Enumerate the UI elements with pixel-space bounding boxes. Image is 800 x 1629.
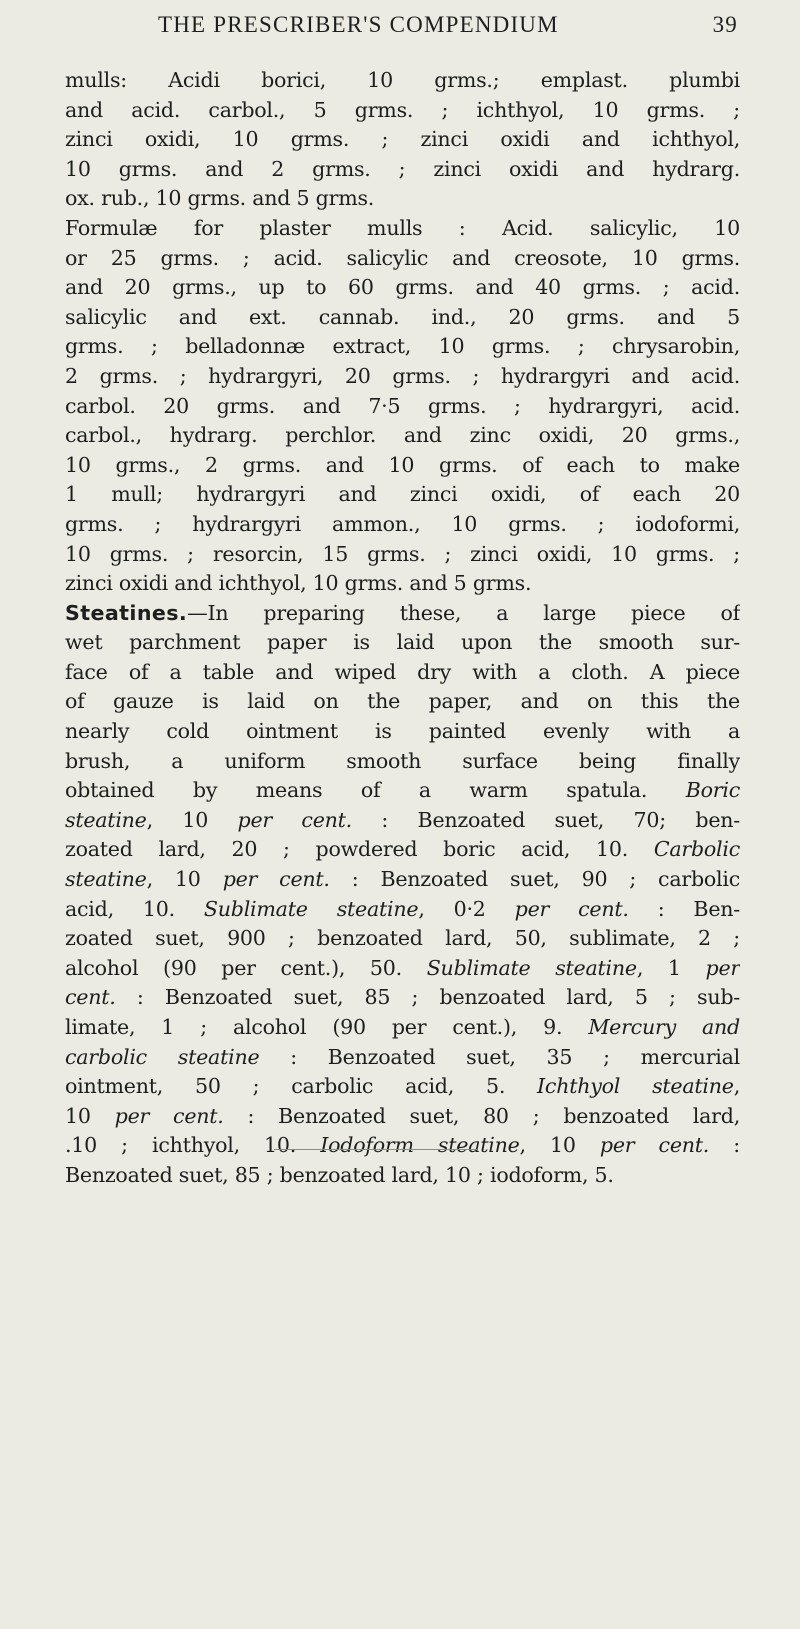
- text-line: [65, 96, 740, 126]
- text-run: : Benzoated suet, 85 ; benzoated lard, 5 ; sub-: [115, 985, 740, 1010]
- text-line: [65, 747, 740, 777]
- italic-term: steatine: [65, 807, 147, 832]
- text-run: —In preparing these, a large piece of: [187, 600, 740, 625]
- text-line: [65, 599, 740, 629]
- text-run: , 10: [146, 867, 223, 892]
- section-heading: Steatines.: [65, 600, 188, 625]
- text-line: [65, 895, 740, 925]
- text-run: acid, 10.: [65, 896, 204, 921]
- text-run: 10 grms. and 2 grms. ; zinci oxidi and hydrarg.: [65, 156, 740, 181]
- italic-term: Carbolic: [653, 837, 740, 862]
- text-run: 10: [65, 1103, 115, 1128]
- text-run: ,: [733, 1074, 740, 1099]
- text-run: 2 grms. ; hydrargyri, 20 grms. ; hydrargyri and acid.: [65, 363, 740, 388]
- text-run: Benzoated suet, 85 ; benzoated lard, 10 ; iodoform, 5.: [65, 1162, 614, 1187]
- text-run: :: [709, 1133, 740, 1158]
- italic-term: per cent.: [514, 896, 629, 921]
- text-run: limate, 1 ; alcohol (90 per cent.), 9.: [65, 1015, 589, 1039]
- text-run: wet parchment paper is laid upon the smooth sur-: [65, 630, 740, 655]
- text-line: [65, 628, 740, 658]
- text-run: zoated suet, 900 ; benzoated lard, 50, sublimate, 2 ;: [65, 926, 740, 951]
- text-run: carbol. 20 grms. and 7·5 grms. ; hydrargyri, acid.: [65, 393, 740, 418]
- text-line: [65, 155, 740, 185]
- text-run: or 25 grms. ; acid. salicylic and creosote, 10 grms.: [65, 245, 740, 270]
- body-text: [65, 66, 740, 1191]
- text-run: 10 grms., 2 grms. and 10 grms. of each to make: [65, 452, 740, 477]
- italic-term: Sublimate steatine: [203, 896, 419, 921]
- text-line: [65, 658, 740, 688]
- text-line: [65, 214, 740, 244]
- text-line: [65, 717, 740, 747]
- text-run: : Benzoated suet, 80 ; benzoated lard,: [223, 1103, 740, 1128]
- page-number: 39: [712, 12, 738, 37]
- page-title: THE PRESCRIBER'S COMPENDIUM: [158, 12, 559, 37]
- text-run: alcohol (90 per cent.), 50.: [65, 955, 427, 980]
- italic-term: Boric: [685, 778, 740, 803]
- text-line: [65, 332, 740, 362]
- text-line: [65, 510, 740, 540]
- text-line: [65, 1013, 740, 1043]
- text-line: [65, 392, 740, 422]
- italic-term: per cent.: [599, 1133, 710, 1158]
- text-line: [65, 806, 740, 836]
- text-line: [65, 125, 740, 155]
- text-run: 1 mull; hydrargyri and zinci oxidi, of each 20: [65, 482, 740, 507]
- text-run: ox. rub., 10 grms. and 5 grms.: [65, 186, 375, 211]
- text-line: [65, 1102, 740, 1132]
- text-run: : Benzoated suet, 35 ; mercurial: [259, 1044, 740, 1069]
- text-run: : Ben-: [628, 896, 740, 921]
- text-run: of gauze is laid on the paper, and on this the: [65, 689, 740, 714]
- text-line: [65, 451, 740, 481]
- text-run: : Benzoated suet, 70; ben-: [351, 807, 740, 832]
- text-line: [65, 835, 740, 865]
- italic-term: Ichthyol steatine: [537, 1074, 734, 1099]
- text-line: [65, 66, 740, 96]
- italic-term: per: [705, 955, 740, 980]
- text-line: [65, 273, 740, 303]
- text-line: [65, 184, 740, 214]
- text-run: grms. ; belladonnæ extract, 10 grms. ; chrysarobin,: [65, 334, 740, 359]
- text-run: , 1: [636, 955, 706, 980]
- text-run: ointment, 50 ; carbolic acid, 5.: [65, 1074, 538, 1099]
- text-run: mulls: Acidi borici, 10 grms.; emplast. plumbi: [65, 68, 740, 92]
- text-run: 10 grms. ; resorcin, 15 grms. ; zinci oxidi, 10 grms. ;: [65, 541, 740, 566]
- text-line: [65, 865, 740, 895]
- italic-term: carbolic steatine: [65, 1044, 260, 1069]
- italic-term: per cent.: [222, 867, 330, 892]
- italic-term: Iodoform steatine: [320, 1133, 520, 1158]
- text-line: [65, 924, 740, 954]
- text-line: [65, 480, 740, 510]
- text-run: face of a table and wiped dry with a cloth. A piece: [65, 659, 740, 684]
- text-run: carbol., hydrarg. perchlor. and zinc oxidi, 20 grms.,: [65, 423, 740, 448]
- text-line: [65, 1043, 740, 1073]
- italic-term: Mercury and: [588, 1015, 740, 1039]
- italic-term: per cent.: [237, 807, 352, 832]
- text-line: [65, 421, 740, 451]
- text-run: grms. ; hydrargyri ammon., 10 grms. ; iodoformi,: [65, 511, 740, 536]
- text-line: [65, 540, 740, 570]
- text-run: zinci oxidi, 10 grms. ; zinci oxidi and ichthyol,: [65, 127, 740, 152]
- text-run: .10 ; ichthyol, 10.: [65, 1133, 321, 1158]
- italic-term: steatine: [65, 867, 147, 892]
- text-run: zinci oxidi and ichthyol, 10 grms. and 5 grms.: [65, 571, 532, 596]
- italic-term: cent.: [65, 985, 116, 1010]
- italic-term: per cent.: [114, 1103, 224, 1128]
- text-line: [65, 362, 740, 392]
- text-run: obtained by means of a warm spatula.: [65, 778, 686, 803]
- text-line: [65, 776, 740, 806]
- text-run: brush, a uniform smooth surface being finally: [65, 748, 740, 773]
- end-rule: [274, 1149, 477, 1150]
- text-run: and 20 grms., up to 60 grms. and 40 grms. ; acid.: [65, 275, 740, 300]
- text-run: nearly cold ointment is painted evenly with a: [65, 719, 740, 744]
- text-line: [65, 954, 740, 984]
- text-line: [65, 244, 740, 274]
- text-line: [65, 1131, 740, 1161]
- italic-term: Sublimate steatine: [426, 955, 637, 980]
- text-line: [65, 983, 740, 1013]
- text-line: [65, 1161, 740, 1191]
- text-run: , 10: [146, 807, 238, 832]
- text-run: , 10: [519, 1133, 600, 1158]
- text-run: and acid. carbol., 5 grms. ; ichthyol, 10 grms. ;: [65, 97, 740, 122]
- text-run: Formulæ for plaster mulls : Acid. salicylic, 10: [65, 215, 740, 240]
- text-line: [65, 303, 740, 333]
- running-head: [66, 6, 738, 46]
- text-line: [65, 569, 740, 599]
- text-run: , 0·2: [418, 896, 515, 921]
- text-run: salicylic and ext. cannab. ind., 20 grms. and 5: [65, 304, 740, 329]
- text-run: : Benzoated suet, 90 ; carbolic: [329, 867, 740, 892]
- text-line: [65, 687, 740, 717]
- text-run: zoated lard, 20 ; powdered boric acid, 10.: [65, 837, 654, 862]
- text-line: [65, 1072, 740, 1102]
